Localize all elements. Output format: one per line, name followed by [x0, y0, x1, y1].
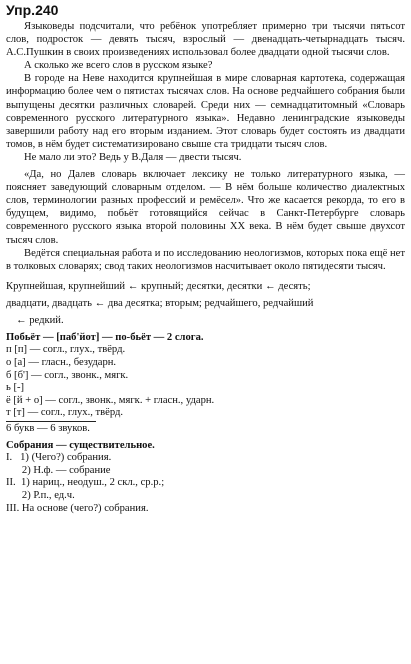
- morphology-header: Собрания — существительное.: [6, 439, 155, 451]
- paragraph-1: Языковеды подсчитали, что ребёнок употребляет примерно три тысячи пятьсот слов, подросток — девять тысяч, взрослый — двенадцать-четырнадцать тысяч. А.С.Пушкин в своих произведениях использовал более двадцати одной тысячи слов.: [6, 21, 405, 59]
- phonetic-row: ь [-]: [6, 382, 25, 394]
- morphology-row: 2) Р.п., ед.ч.: [6, 489, 75, 501]
- paragraph-3: В городе на Неве находится крупнейшая в мире словарная картотека, содержащая информацию более чем о пятистах тысячах слов. На основе редчайшего собрания были выпущены десятки различных словарей. Среди них — семнадцатитомный «Словарь современного русского литературного языка». Недавно ленинградские языковеды завершили работу над его вторым изданием. Этот словарь будет состоять из двадцати томов, в нём будет систематизировано свыше ста тридцати тысяч слов.: [6, 73, 405, 150]
- word-chain-line-1: Крупнейшая, крупнейший ← крупный; десятки, десятки ← десять;: [6, 280, 311, 292]
- word-chain-line-3: ← редкий.: [16, 314, 64, 326]
- phonetic-row: о [а] — гласн., безударн.: [6, 356, 117, 368]
- spacer: [6, 273, 405, 277]
- paragraph-6: Ведётся специальная работа и по исследованию неологизмов, которых пока ещё нет в толковых словарях; свод таких неологизмов насчитывает около пятидесяти тысяч.: [6, 247, 405, 272]
- phonetic-row: т [т] — согл., глух., твёрд.: [6, 407, 124, 419]
- paragraph-4: Не мало ли это? Ведь у В.Даля — двести тысяч.: [24, 151, 242, 163]
- paragraph-2: А сколько же всего слов в русском языке?: [24, 60, 213, 72]
- divider: [6, 421, 96, 422]
- morphology-row: II. 1) нариц., неодуш., 2 скл., ср.р.;: [6, 477, 165, 489]
- morphology-row: III. На основе (чего?) собрания.: [6, 502, 149, 514]
- phonetic-header: Побьёт — [паб'йот] — по-бьёт — 2 слога.: [6, 331, 204, 343]
- phonetic-row: ё [й + о] — согл., звонк., мягк. + гласн., ударн.: [6, 394, 215, 406]
- paragraph-5: «Да, но Далев словарь включает лексику не только литературного языка, — поясняет заведующий словарным отделом. — В нём больше количество диалектных слов, терминологии разных профессий и ремёсел». Что же касается рекорда, то его в будущем, видимо, побьёт готовящийся сейчас в Санкт-Петербурге словарь современного русского языка второй половины XX века. В нём будет свыше двухсот тысяч слов.: [6, 169, 405, 246]
- morphology-row: 2) Н.ф. — собрание: [6, 464, 111, 476]
- exercise-title: Упр.240: [6, 2, 59, 18]
- phonetic-summary: 6 букв — 6 звуков.: [6, 422, 90, 434]
- morphology-row: I. 1) (Чего?) собрания.: [6, 452, 112, 464]
- phonetic-row: б [б'] — согл., звонк., мягк.: [6, 369, 129, 381]
- word-chain-line-2: двадцати, двадцать ← два десятка; вторым; редчайшего, редчайший: [6, 297, 314, 309]
- phonetic-row: п [п] — согл., глух., твёрд.: [6, 344, 126, 356]
